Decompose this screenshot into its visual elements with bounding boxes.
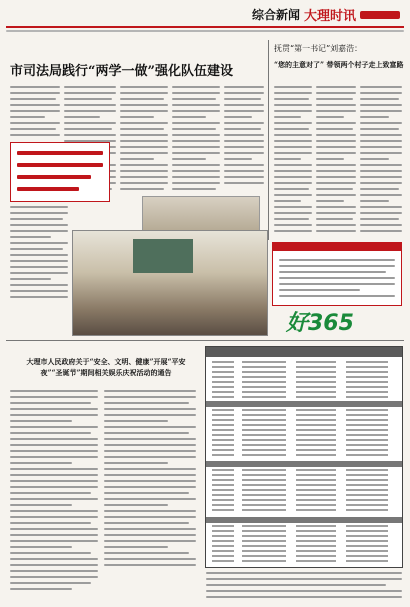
table-row [212,449,396,453]
edition-title [252,5,400,24]
table-row [212,439,396,443]
table-row [212,555,396,559]
table-row [212,381,396,385]
results-table [205,346,403,568]
table-row [212,540,396,544]
table-row [212,469,396,473]
table-row [212,489,396,493]
page-header [6,4,404,26]
table-row [212,504,396,508]
feature-body-col1 [274,86,312,238]
table-row [212,366,396,370]
table-row [212,454,396,458]
table-row [212,499,396,503]
table-row [212,409,396,413]
masthead: 大理时讯 [303,9,356,24]
table-row [212,434,396,438]
table-row [212,545,396,549]
table-row [212,530,396,534]
table-row [212,419,396,423]
photo-caption-text [10,206,68,304]
column-divider [268,40,269,240]
sidebar-box-text [279,259,395,303]
table-row [212,386,396,390]
table-row [212,396,396,400]
feature-body-col2 [316,86,356,238]
header-rule [6,26,404,28]
table-row [212,361,396,365]
table-row [212,550,396,554]
feature-headline: “您的主意对了” 带领两个村子走上致富路 [274,60,404,69]
table-row [212,424,396,428]
masthead-badge [360,11,400,19]
lead-body-col1 [10,86,60,138]
table-footnote [206,572,402,602]
news-photo-classroom [72,230,268,336]
notice-body-col2 [104,390,196,570]
lead-headline: 市司法局践行“两学一做”强化队伍建设 [10,64,233,79]
table-row [212,479,396,483]
brand-logo: 好365 [286,311,354,336]
notice-body-col1 [10,390,98,596]
table-row [212,391,396,395]
header-info-line [6,30,404,34]
table-row [212,474,396,478]
section-divider [6,340,404,341]
table-row [212,509,396,513]
notice-headline: 大理市人民政府关于“安全、文明、健康”开展“平安夜”“圣诞节”期间相关娱乐庆祝活动的通告 [26,357,186,377]
lead-body-col5 [224,86,264,194]
feature-body-col3 [360,86,402,238]
table-caption-bar [206,347,402,357]
table-row [212,429,396,433]
lead-body-col3 [120,86,168,196]
lead-body-col4 [172,86,220,196]
table-row [212,484,396,488]
section-name: 综合新闻 [251,8,300,22]
table-row [212,525,396,529]
table-row [212,371,396,375]
table-row [212,494,396,498]
photo-blackboard [133,239,193,273]
table-row [212,535,396,539]
pull-quote-box [10,142,110,202]
table-row [212,560,396,564]
sidebar-box [272,250,402,306]
table-row [212,414,396,418]
feature-kicker: 抚贯“第一书记”刘嘉浩： [274,44,363,53]
table-row [212,376,396,380]
table-row [212,444,396,448]
